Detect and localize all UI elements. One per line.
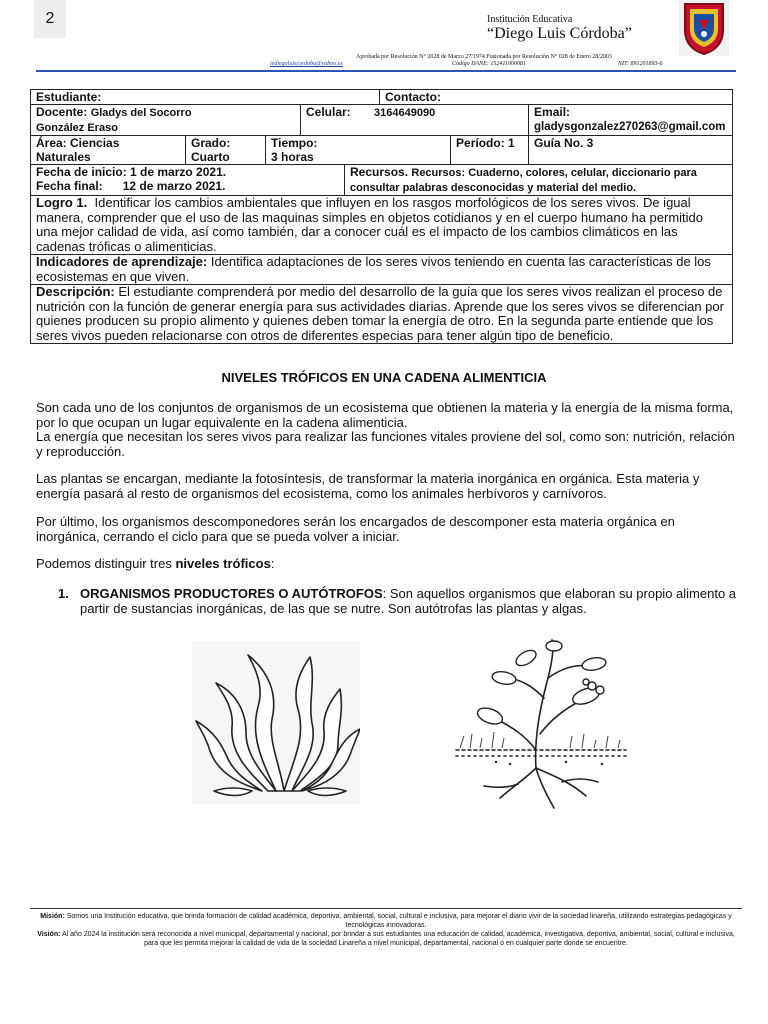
indicadores-cell	[31, 255, 733, 285]
list-item-number: 1.	[58, 586, 69, 601]
docente-label: Docente:	[36, 105, 88, 119]
logro-cell	[31, 196, 733, 255]
descripcion-label: Descripción:	[36, 284, 115, 299]
recursos-value-2: consultar palabras desconocidas y material del medio.	[350, 182, 637, 194]
footer-mission-vision	[36, 912, 736, 948]
indicadores-text: Identifica adaptaciones de los seres vivos teniendo en cuenta las características de los ecosistemas en que viven.	[36, 254, 711, 284]
area-cell	[31, 136, 186, 165]
grado-label: Grado:	[191, 136, 231, 150]
productores-text: : Son aquellos organismos que elaboran su propio alimento a partir de sustancias inorgánicas, de las que se nutre. Son autótrofas las plantas y algas.	[80, 586, 737, 616]
periodo-cell	[451, 136, 529, 165]
email-value: gladysgonzalez270263@gmail.com	[534, 121, 726, 133]
mision-label: Misión:	[40, 913, 65, 920]
page-number: 2	[34, 0, 66, 38]
paragraph-descomponedores: Por último, los organismos descomponedores serán los encargados de descomponer esta materia orgánica en inorgánica, cerrando el ciclo para que se pueda volver a iniciar.	[36, 514, 675, 544]
distinguir-bold: niveles tróficos	[175, 556, 271, 571]
estudiante-label: Estudiante:	[36, 90, 102, 104]
header-divider	[36, 70, 736, 72]
docente-cell	[31, 105, 301, 136]
algae-illustration	[192, 641, 360, 804]
section-title: NIVELES TRÓFICOS EN UNA CADENA ALIMENTICIA	[221, 370, 547, 385]
vision-label: Visión:	[37, 931, 61, 938]
logro-text: Identificar los cambios ambientales que influyen en los rasgos morfológicos de los seres vivos. De igual manera, comprender que el uso de las maquinas simples en objetos cotidianos y en el cuerpo humano ha permitido una mejor calidad de vida, así como también, dar a conocer cuál es el impacto de los cambios climáticos en las cadenas tróficas o alimenticias.	[36, 195, 703, 254]
fechas-cell	[31, 165, 345, 196]
grado-value: Cuarto	[191, 150, 230, 164]
recursos-value-1: Recursos: Cuaderno, colores, celular, diccionario para	[411, 167, 697, 179]
descripcion-text: El estudiante comprenderá por medio del desarrollo de la guía que los seres vivos realizan el proceso de nutrición con la función de generar energía para sus actividades diarias. Aprende que los seres vivos se diferencian por quienes producen su propio alimento y quienes deben tomar la energía de otro. En la segunda parte entiende que los seres vivos pueden relacionarse con otros de diferentes especias para tener algún tipo de beneficio.	[36, 284, 724, 343]
logro-label: Logro 1.	[36, 195, 88, 210]
grado-cell	[186, 136, 266, 165]
paragraph-niveles: Son cada uno de los conjuntos de organismos de un ecosistema que obtienen la materia y la energía de la misma forma, por lo que ocupan un lugar equivalente en la cadena alimenticia.	[36, 400, 734, 430]
fecha-inicio: Fecha de inicio: 1 de marzo 2021.	[36, 165, 227, 179]
celular-value: 3164649090	[374, 107, 436, 119]
descripcion-cell	[31, 285, 733, 344]
tiempo-label: Tiempo:	[271, 136, 318, 150]
recursos-cell	[345, 165, 733, 196]
institution-label: Institución Educativa	[487, 14, 573, 25]
plant-roots-illustration	[436, 638, 636, 810]
fecha-final-value: 12 de marzo 2021.	[122, 179, 226, 193]
productores-heading: ORGANISMOS PRODUCTORES O AUTÓTROFOS	[80, 586, 383, 601]
institution-shield-logo	[679, 0, 729, 56]
email-label: Email:	[534, 105, 571, 119]
guia-value: Guía No. 3	[534, 136, 594, 150]
contacto-cell	[380, 90, 733, 105]
vision-text: Al año 2024 la institución será reconocida a nivel municipal, departamental y nacional, por brindar a sus estudiantes una educación de calidad, académica, investigativa, deportiva, ambiental, social, cultural e inclusiva, para que les permita mejorar la calidad de vida de la sociedad Linareña a nivel municipal, departamental, nacional o en cualquier parte donde se encuentre.	[60, 931, 735, 947]
guia-cell	[529, 136, 733, 165]
docente-name-1: Gladys del Socorro	[90, 107, 192, 119]
tiempo-cell	[266, 136, 451, 165]
indicadores-label: Indicadores de aprendizaje:	[36, 254, 208, 269]
guide-info-table	[30, 89, 733, 344]
tiempo-value: 3 horas	[271, 150, 314, 164]
footer-divider	[30, 908, 742, 909]
celular-label: Celular:	[306, 105, 351, 119]
dane-code: Código DANE: 152411000081	[452, 61, 526, 67]
docente-name-2: González Eraso	[36, 122, 118, 134]
estudiante-cell	[31, 90, 380, 105]
mision-text: Somos una Institución educativa, que brinda formación de calidad académica, deportiva, ambiental, social, cultural e inclusiva, para mejorar el diario vivir de la sociedad linareña, utilizando estrategias pedagógicas y tecnológicas innovadoras.	[64, 913, 732, 929]
paragraph-distinguir	[36, 557, 736, 572]
celular-cell	[301, 105, 529, 136]
recursos-label: Recursos.	[350, 165, 409, 179]
nit-code: NIT: 891201893-6	[618, 61, 663, 67]
paragraph-energia: La energía que necesitan los seres vivos para realizar las funciones vitales proviene del sol, como son: nutrición, relación y reproducción.	[36, 429, 735, 459]
distinguir-pre: Podemos distinguir tres	[36, 556, 176, 571]
area-label: Área: Ciencias	[36, 136, 120, 150]
email-cell	[529, 105, 733, 136]
institution-email-link[interactable]: iediegoluiscordoba@yahoo.es	[270, 61, 343, 67]
approval-resolution: Aprobada por Resolución N° 2028 de Marzo 27/1974 Fusionada por Resolución N° 028 de Enero 28/2003	[356, 54, 612, 60]
paragraph-plantas: Las plantas se encargan, mediante la fotosíntesis, de transformar la materia inorgánica en orgánica. Esta materia y energía pasará al resto de organismos del ecosistema, como los animales herbívoros y carnívoros.	[36, 471, 700, 501]
area-value: Naturales	[36, 150, 91, 164]
periodo-value: Período: 1	[456, 136, 515, 150]
fecha-final-label: Fecha final:	[36, 179, 103, 193]
distinguir-post: :	[270, 556, 275, 571]
institution-name: “Diego Luis Córdoba”	[487, 25, 632, 42]
contacto-label: Contacto:	[385, 90, 442, 104]
